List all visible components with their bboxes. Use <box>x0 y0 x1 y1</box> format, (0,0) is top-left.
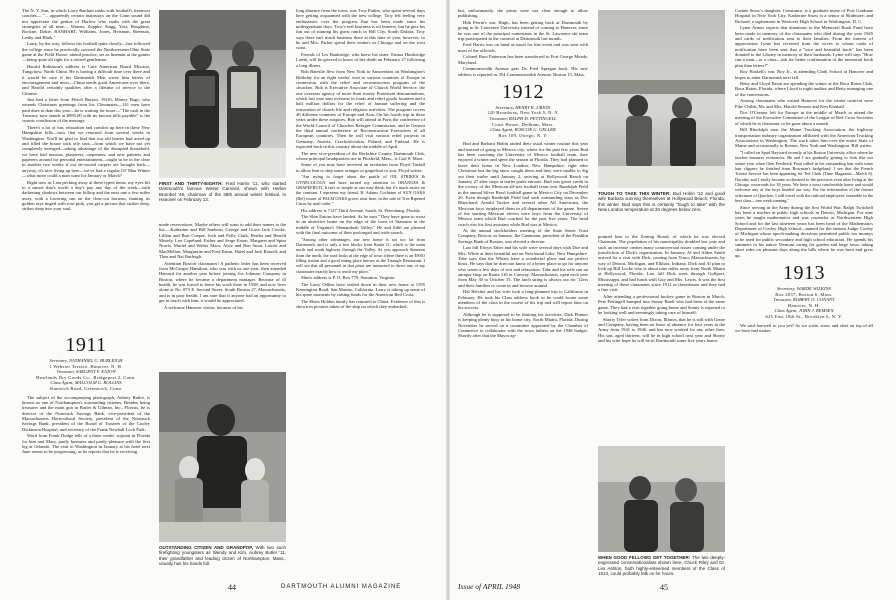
paragraph: We said farewell to you yet? As we write, snow and sleet on top of all we have had makes <box>735 322 873 333</box>
treasurer-line: Treasurer, SARGENT F. EATON <box>56 369 116 375</box>
paragraph: The Slim Eatons have landed. As he says "They have gone to roost in an attractive home on the edge of the town of Staunton in the middle of Virginia's Shenandoah Valley." He and Sibil are pleased with the final outcome of their prolonged and wide search. <box>296 214 425 236</box>
paragraph: but, unfortunately, the prints were not clear enough to allow publishing. <box>458 8 588 19</box>
paragraph: Attention Boston classmates! A pathetic letter has been received from McGregor Hamilton, who was with us one year, then attended Harvard for another year before joining Jos Johnson Company in Boston, where he became a department manager. Because of ill health, he was forced to leave his work there in 1938, and now lives alone at No. 873 E. Second Street, South Boston 27, Massachusetts, and is in poor health. I am sure that if anyone had an opportunity to get in touch with him, it would be appreciated. <box>159 260 286 303</box>
class-year-heading: 1913 <box>783 261 825 284</box>
paragraph: Shorty Tyler writes from Dixon, Illinois, that he is still with Genie and Company, having been on leave of absence for four years in the Army from 1941 to 1946, and has now worked for any other firm. His son, aged thirteen, will be in high school next year and Shorty and his wife hope he will be in Dartmouth some five years hence. <box>598 316 725 343</box>
paragraph: Larry, by the way, follows his football quite closely—has followed the college since he practically covered the Northwestern-Ohio State game at the Field House, attend practice, set as lineman at the games—being quite all right for a retired gentleman. <box>22 41 150 63</box>
agent-address: 625 East 18th St., Brooklyn 6, N. Y. <box>765 313 843 319</box>
class-1911-section <box>22 330 150 456</box>
secretary-address: 1 Webster Terrace, Hanover, N. H. <box>49 363 123 369</box>
caption-title: OUTSTANDING CITIZEN AND GRANDPOP, <box>159 545 253 550</box>
paragraph: long absence from the town, was Troy Parker, who spent several days here getting acquainted with the new college. Troy left feeling very enthusiastic over the progress that has been made since his undergraduate days. Troy's real business is oil burners, but he gets his fun out of running his guest ranch in Hill City, South Dakota. Troy says there isn't much business there at this time of year, however, so he and Mrs. Parker spend their winters in Chicago and on the west coast. <box>296 8 425 51</box>
paragraph: Hub Perrin's son, Hugh, has been getting back at Dartmouth by going to St. Lawrence University instead of coming to Hanover, since he was one of the principal contestants in the St. Lawrence ski team trip participated in the carnival at Dartmouth last month. <box>458 19 588 41</box>
good-fellows-caption <box>598 555 725 577</box>
class-year-heading: 1911 <box>65 334 107 356</box>
right-col-3 <box>735 8 873 576</box>
caption-text: Bud Hobin '12 and good wife Barbara sunning themselves at Hollywood Beach, Florida, this winter. Bud says this is certainly "tough to take" with the New London temperature at 20 degrees below zero. <box>598 191 725 213</box>
paragraph: The N. Y. Sun, in which Larry Banhart ranks with football's foremost coaches— "... apparently certain mainstays on the Conn sound did not appreciate the genius of Harlow who ranks with the great strategists of all time— Warner, Zuppke, Stagg, Yost, Houghton, Rockne, Dobie, BANHART, Williams, Jones, Heisman, Bierman, Leahy and Blaik." <box>22 8 150 40</box>
paragraph: Betty and Lloyd Eaton are spending the winter at the Boca Raton Club, Boca Raton, Florida, where Lloyd is night auditor and Betty managing one of the concessions. <box>735 81 873 97</box>
grandpop-caption <box>159 545 286 567</box>
paragraph: Word from Frank Dodge tells of a three weeks' sojourn in Florida for him and Mary, partly business and partly pleasure with the first leg at Orlando. The visit to Washington in January at his hotel next June seems to be progressing, as he reports that he is receiving <box>22 433 150 455</box>
agent-address: Stanwich Road, Greenwich, Conn. <box>49 385 123 391</box>
class-1912-section <box>458 81 588 339</box>
paragraph: Right now as I am pecking away at these typed items, my eyes lift to a sunset that's worth a day's pay any day of the week—with darkening shadows between our hilltop and the next one a few miles away, with a lowering sun on the clear-cut horizon, fanning its golden rays tinged with rose pink, you get a picture that strikes deep, strikes deep into your soul. <box>22 179 150 212</box>
paragraph: At the annual stockholders meeting of the State Street Trust Company, Boston, in January, Ike Cammann, president of the Franklin Savings Bank of Boston, was elected a director. <box>458 228 588 244</box>
paragraph: Connie Snow's daughter, Constance, is a graduate nurse of Post Graduate Hospital in New York City. Katherine Snow is a senior at Skidmore; and Richard, a sophomore in Westover High School in Washington, D. C. <box>735 8 873 24</box>
paragraph: made reservations. Maybe others will want to add their names to the list.—Katharine and Bill Sanborn, George and Grace Jack Crocke, Lillian and Burt Cooper, Josh and Polly Clark, Bertha and Harold Mosely, Leo Copeland, Esther and Serge Eaton, Margaret and Spim Norris, Muriel and Walter Marx, Alice and Ben Stout, Louise and MacMellon, Marguerite and Fred Eaton, Hazel and Jack Russell, and Thea and Nat Burleigh. <box>159 222 286 260</box>
carnival-caption <box>159 181 286 203</box>
left-col-3 <box>296 8 425 572</box>
left-col-2-text <box>159 222 286 352</box>
paragraph: pointed him to the Zoning Board, of which he was elected Chairman. The population of his municipality doubled last year and such an increase creates many controversial issues coming under the jurisdiction of Dick's organization. In January, Al and Alden Smith arrived for a visit with Dick, coming from Truro, Massachusetts, by way of Detroit, Michigan, and Elkhart, Indiana. Dick and Al plan to look up Bill Locke who is about nine miles away from North Miami at Hollywood, Florida. Last fall Dick went through Gulfport, Mississippi, and had lunch with Guy and Mrs. Lewis. It was the first meeting of these classmates since 1912 or thereabouts and they had a fine visit. <box>598 234 725 293</box>
left-col-1 <box>22 8 150 568</box>
agent-line: Class Agent, JOHN J. REMSEN <box>774 308 834 314</box>
paragraph: The new vice-president of the Berkshire County Dartmouth Club, whose principal headquarters are in Pittsfield, Mass., is Carl S. Moor. <box>296 150 425 161</box>
paragraph: Friends of Les Haukridge, who knew his sister, Emma Hawkridge Lomb, will be grieved to know of her death on February 27 following a long illness. <box>296 51 425 68</box>
treasurer-address: Howlands Dry Goods Co., Bridgeport 2, Conn. <box>36 374 136 380</box>
paragraph: Although he is supposed to be limiting his activities, Dick Plumer is keeping plenty busy in his home city, North Miami, Florida. During November he served on a committee appointed by the Chamber of Commerce to collaborate with the town fathers on the 1948 budget. Shortly after that the Mayor ap- <box>458 311 588 339</box>
paragraph: Some of you may have received an invitation from Floyd Tindall to allow him to ship some oranges or grapefruit to you. Floyd writes: <box>296 162 425 173</box>
paragraph: "I called on Spud Hayward recently at his Boston University office where he teaches business economics. He and I are gradually getting to look like our senior year when Glen Frederick Fruit called in his outstanding hair with some hair clippers he finished from Bowman's hedgeland. I see that the French Tourist Service has been appearing for Ted Clark (Time Magazine—March 8). Dorothy and I easily became acclimated to the precincts even after living at the Chicago crossroads for 18 years. We have a most comfortable home and would welcome any of the boys headed our way. For the information of the former selectmen of Quechee, I still travel with the railroad employees' timetable in the best class—one week running." <box>735 149 873 203</box>
paragraph: Among classmates who visited Hanover for the winter carnival were Pike Childs, Mr. and Mrs. Harold Stearns and Ken Kimball. <box>735 98 873 109</box>
beach-photo <box>598 10 725 188</box>
caption-text: Fred Harris '11, who started Dartmouth's famous Winter Carnival, shown with Harlan Brumbel '48, chairman of the 38th annual winter festival, in Hanover on February 13. <box>159 181 286 203</box>
caption-text: With two such firefighting youngsters as Wendy and Kim, Aubrey Butler '11, their grandfather and leading citizen of Northampton, Mass., usually has his hands full. <box>159 545 286 567</box>
paragraph: His address is 7127 Third Avenue, South, St. Petersburg, Florida. <box>301 207 421 213</box>
paragraph: Slim's address is P. O. Box 779, Staunton, Virginia. <box>301 275 396 281</box>
right-col-1 <box>458 8 588 576</box>
issue-label: Issue of APRIL 1948 <box>458 582 521 591</box>
secretary-address: 120 Broadway, New York 5, N. Y. <box>487 110 559 116</box>
secretary-address: Box 2057, Boston 6, Mass. <box>775 291 833 297</box>
grandpop-photo <box>159 372 286 542</box>
page-number-right: 45 <box>660 583 668 592</box>
caption-text: The two deeply-engrossed conversationalists shown here, Chuck Riley and Dr. Les Ashton, both highly-esteemed members of the Class of 1913, could probably talk on for hours. <box>598 555 725 577</box>
page-number-left: 44 <box>228 583 236 592</box>
page-45 <box>448 0 896 600</box>
paragraph: Commonwealth Avenue gets Dr. Fred Sprague back. His new address is reported as 354 Commonwealth Avenue, Boston 15, Mass. <box>458 66 588 77</box>
paragraph: Lyme Armes reports that donations to the Memorial Book Fund have been made in memory of the classmates who died during the year 1945 and cards of notification sent to their families. From the interest of appreciation Lyme has received from the wives to whom cards of notification have been sent that a "nice and beautiful book" has been donated to the Library in memory of their husbands. Lyme will says "How can a man—or a class—ask for better confirmation of the memorial book plan than letters?" <box>735 25 873 68</box>
paragraph: After attending a professional hockey game in Boston in March, Pete Pettingell bumped into Sonny Buell who had been at the same game. They had a visit together going home and Sonny is reported to be looking well and seemingly taking care of himself. <box>598 293 725 315</box>
secretary-line: Secretary, HENRY K. URION <box>495 104 551 110</box>
paragraph: "Among other advantages, our new home is not too far from Dartmouth, and is only a few blocks from Route 11, which is the main north and south highway through the Valley. As you approach Staunton from the north, the road looks at the edge of town where there is an ESSO filling station and a good eating place known as the Triangle Restaurant. I will see that all personnel in that place are instructed to direct any of my classmates exactly how to reach my place." <box>296 236 425 274</box>
good-fellows-photo <box>598 446 725 552</box>
paragraph: The subject of the accompanying photograph, Aubrey Butler, is known as one of Northampton's outstanding citizens. Besides being treasurer and the main gun in Butler & Ullman, Inc., Florists, he is director of the Nonotuck Savings Bank, vice-president of the Massachusetts Horticultural Society, president of the Nonotuck Savings Bank, president of the Board of Trustees of the Cooley Dickinson Hospital, and secretary of the Frank Newhall Lock Park. <box>22 394 150 432</box>
paragraph: Harold Robinson's address is Care American Board Mission, Tungchow, North China. He is having a difficult time over there and it would be nice if his Dartmouth Men wrote him letters of encouragement and news—China needs good Americans over there, and Harold certainly qualifies after a lifetime of service to the Chinese. <box>22 63 150 96</box>
class-1913-section <box>735 262 873 333</box>
paragraph: Last fall Elwyn Taber and his wife were several days with Doe and Mrs. White at their beautiful inn on Newfound Lake, New Hampshire. Tabe says that the Whites have a wonderful place and are perfect hosts. He says that he does not know of a better place to go for anyone who wants a few days of rest and relaxation. Tabe and his wife run an antique shop on Route 116 in Conway, Massachusetts, open each year from May 30 to October 15. The latch string is always out for '12ers and their families to come in and browse around. <box>458 245 588 288</box>
paragraph: Bob Bateslie flew from New York to Amsterdam on Washington's Birthday for an eight weeks' visit to various countries of Europe in connection with the relief and reconstruction program of the churches. Bob is Executive Associate of Church World Service, the one overseas agency of more than twenty Protestant denominations, which last year sent overseas in foods and relief goods fourteen and a half million dollars for the relief of human suffering and the restoration of church life and religious activities. The program covers 40 different countries of Europe and Asia. On his fourth trip in three years under these auspices, Bob will attend in Paris the conference of the World Council of Churches Refugee Commission, and in Geneva the third annual conference of Reconstruction Executives of all European countries. Then he will visit various relief projects in Germany, Austria, Czechoslovakia, Poland, and Finland. He is expected back in this country about the middle of April. <box>296 69 425 149</box>
caption-title: TOUGH TO TAKE THIS WINTER: <box>598 191 671 196</box>
treasurer-line: Treasurer, ROBERT O. CONANT <box>773 297 835 303</box>
treasurer-address: Hanover, N. H. <box>787 302 821 308</box>
secretary-line: Secretary, NATHANIEL G. BURLEIGH <box>49 358 123 363</box>
paragraph: A welcome Hanover visitor, because of his <box>164 304 243 310</box>
beach-caption <box>598 191 725 213</box>
caption-title: FIRST AND THIRTY-EIGHTH: <box>159 181 223 186</box>
treasurer-line: Treasurer, RALPH D. PETTINGELL <box>489 116 557 122</box>
agent-line: Class Agent, ROSCOE G. GELLER <box>490 127 556 133</box>
treasurer-address: Court House, Dedham, Mass. <box>491 121 555 127</box>
paragraph: Just had a letter from Fletch Burton, 1910's Money Bags, who extends Christmas greetings from his Classmates—141 men have paid dues to date this year—he is waiting for more—"The cash in the Treasury now stands at $985.00 with no known bills payable" is the cosmic conclusion of the message. <box>22 97 150 124</box>
paragraph: Doc O'Connor left for Europe in the middle of March to attend the meeting of the Executive Committee of the League of Red Cross Societies of which he is chairman, to be gone about a month. <box>735 110 873 126</box>
magazine-name: DARTMOUTH ALUMNI MAGAZINE <box>281 584 402 590</box>
paragraph: Bud and Barbara Hobin raided their usual winter routine this year and instead of going to Mexico city, where for the past few years Bud has been coaching the University of Mexico football team, they enjoyed a winter and spent the season in Florida. They had planned to leave their home in New London, New Hampshire, right after Christmas but the big snow caught them and they were unable to dig out their trailer until January 2, arriving at Hollywood Beach on January 27 after stops at trailer parks enroute. Bud was given credit in the victory of the Mexican all-star football team over Randolph Field in the annual Silver Bowl football game in Mexico City on December 20. Even though Randolph Field had such outstanding stars as Doc Blanchard, Arnold Tucker and several other All Americans, the Mexican boys outplayed them in all departments of the game. Seven of the starting Mexican eleven were boys from the University of Mexico team which Bud coached for the past five years. The head coach was his first assistant while Bud was at Mexico. <box>458 141 588 227</box>
agent-line: Class Agent, MALCOLM G. ROLLINS <box>50 380 122 386</box>
paragraph: Hal Belcher and his wife took a long-planned trip to California in February. He took his Class address book so he could locate some members of the class in the course of his trip and will report later on his success. <box>458 289 588 311</box>
class-year-heading: 1912 <box>502 80 544 103</box>
paragraph: Bill Rhodolph runs the Maine Trucking Association, the highway transportation industry organization affiliated with the American Trucking Associations in Washington. The work takes him over the entire State of Maine and occasionally to Boston, New York and Washington. Bill writes: <box>735 127 873 149</box>
agent-address: Box 109, Owego, N. Y. <box>498 132 548 138</box>
secretary-line: Secretary, WARDE WILKINS <box>777 285 831 291</box>
paragraph: Fred Harris was on hand as usual for this event and was seen with most of the officials. <box>458 42 588 53</box>
right-col-2-text <box>598 234 725 434</box>
paragraph: Colonel Russ Patterson has been transferred to Fort George Meade, Maryland. <box>458 54 588 65</box>
col1-paras <box>22 8 150 212</box>
paragraph: There's a lot of fun, relaxation and comfort up here in these New Hampshire hills—now that we returned from several weeks in Washington. You'll be glad to find that our old burner had acted up and filled the house with oily soot—from which we have not yet completely emerged—taking advantage of the disrupted household, we have had masons, plasterers, carpenters, and new painters and paperers around for personal entertainment—ought to be in the clear in another two weeks if our de-sooted carpets are brought back—anyway, it's nice living up here—we've had a regular Ol' Man Winter—what more could a man want for January or March? <box>22 124 150 179</box>
paragraph: "Am trying to forget about the prattle of OIL STRIKES & GYNECOLOGY and have turned my attention to ORANGES & GRAPEFRUIT. It isn't so simple as one may think, but it's much easier on the cranium. I represent my friend, R. Adams Cochrane of SUN OAKS (Ret) owner of PALM OAKS grove, near here, in the sale of Tree Ripened Citrus by mail order." <box>296 174 425 206</box>
paragraph: Since serving in the Army during the first World War, Ralph Twitchell has been a teacher in public high schools in Detroit, Michigan. For nine years he taught mathematics and was counselor at Northwestern High School and for the last nineteen years has been head of the Mathematics Department of Cooley High School—named for the famous Judge Cooley of Michigan whose epoch-making decisions permitted public tax moneys to be used for public secondary and high school education. He spends his summers in his native Vermont caring for garden and large lawn, taking short rides on pleasant days along the hills where he was born and grew up. <box>735 204 873 258</box>
paragraph: The Ebers Holden family has returned to China. Evidence of this is shown in pictures taken of the ship on which they embarked, <box>296 298 425 310</box>
carnival-photo <box>159 10 286 178</box>
caption-title: WHEN GOOD FELLOWS GET TOGETHER: <box>598 555 691 560</box>
paragraph: The Larry Odlins have settled down in their new home at 1595 Kensington Road, San Marino, California. Larry is taking up some of his spare moments by raising funds for the American Red Cross. <box>296 281 425 298</box>
paragraph: Roy Haskell's son, Roy Jr., is attending Clark School at Hanover and hopes to enter Dartmouth next fall. <box>735 69 873 80</box>
